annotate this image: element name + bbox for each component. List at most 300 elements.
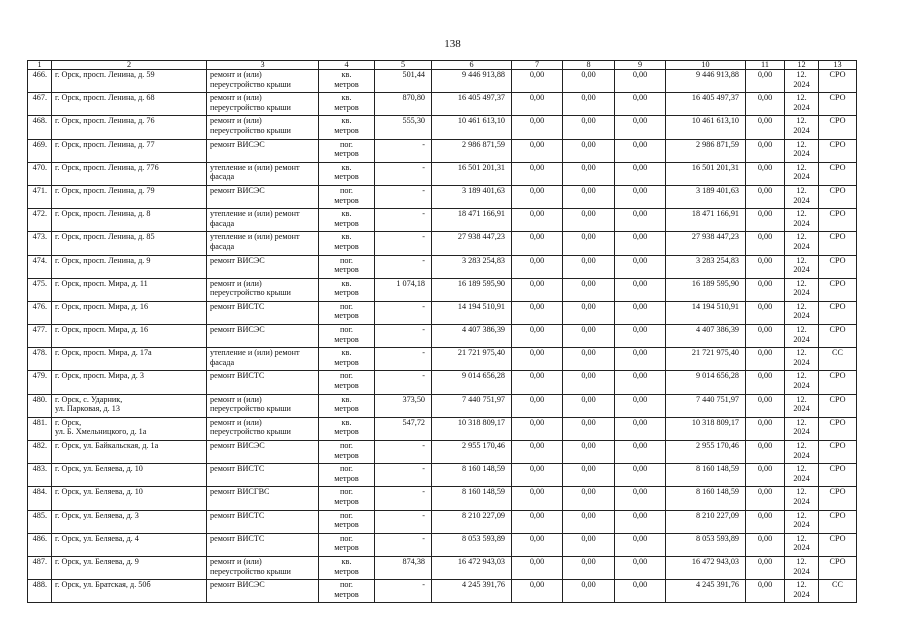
unit-cell-line: метров <box>334 589 359 599</box>
deadline-cell-line: 12. <box>796 93 807 103</box>
area-cell: - <box>375 348 432 371</box>
unit-cell <box>319 278 375 301</box>
work-type-cell-line: переустройство крыши <box>210 288 291 298</box>
row-number: 479. <box>28 371 52 394</box>
source-cell: СРО <box>819 556 857 579</box>
deadline-cell <box>785 394 819 417</box>
unit-cell-line: кв. <box>341 556 352 566</box>
work-type-cell <box>207 278 319 301</box>
work-type-cell-line: фасада <box>210 218 235 228</box>
work-type-cell-line: ремонт ВИСЭС <box>210 580 265 590</box>
cost-col11-cell: 0,00 <box>746 232 785 255</box>
unit-cell-line: метров <box>334 404 359 414</box>
cost-col10-cell: 2 986 871,59 <box>666 139 746 162</box>
column-header-1: 1 <box>28 61 52 70</box>
cost-col10-cell: 8 053 593,89 <box>666 533 746 556</box>
address-cell <box>52 70 207 93</box>
unit-cell <box>319 417 375 440</box>
address-cell-line: г. Орск, просп. Ленина, д. 76 <box>55 116 155 126</box>
row-number: 473. <box>28 232 52 255</box>
unit-cell <box>319 394 375 417</box>
area-cell: 555,30 <box>375 116 432 139</box>
work-type-cell-line: утепление и (или) ремонт <box>210 232 300 242</box>
source-cell: СРО <box>819 417 857 440</box>
unit-cell-line: кв. <box>341 209 352 219</box>
address-cell <box>52 556 207 579</box>
area-cell: - <box>375 255 432 278</box>
table-row <box>28 371 857 394</box>
work-type-cell <box>207 209 319 232</box>
total-cost-cell: 14 194 510,91 <box>432 301 512 324</box>
area-cell: 501,44 <box>375 70 432 93</box>
cost-col9-cell: 0,00 <box>615 70 666 93</box>
total-cost-cell: 16 405 497,37 <box>432 93 512 116</box>
cost-col9-cell: 0,00 <box>615 232 666 255</box>
unit-cell-line: пог. <box>340 487 353 497</box>
cost-col7-cell: 0,00 <box>512 533 563 556</box>
deadline-cell-line: 2024 <box>793 218 810 228</box>
work-type-cell <box>207 301 319 324</box>
area-cell: - <box>375 441 432 464</box>
address-cell <box>52 301 207 324</box>
deadline-cell <box>785 278 819 301</box>
deadline-cell-line: 12. <box>796 139 807 149</box>
area-cell: - <box>375 139 432 162</box>
cost-col11-cell: 0,00 <box>746 510 785 533</box>
unit-cell <box>319 232 375 255</box>
total-cost-cell: 8 160 148,59 <box>432 487 512 510</box>
cost-col9-cell: 0,00 <box>615 441 666 464</box>
address-cell <box>52 185 207 208</box>
work-type-cell-line: переустройство крыши <box>210 404 291 414</box>
deadline-cell-line: 12. <box>796 487 807 497</box>
cost-col10-cell: 27 938 447,23 <box>666 232 746 255</box>
cost-col9-cell: 0,00 <box>615 556 666 579</box>
deadline-cell <box>785 232 819 255</box>
address-cell <box>52 162 207 185</box>
cost-col7-cell: 0,00 <box>512 441 563 464</box>
unit-cell-line: кв. <box>341 394 352 404</box>
deadline-cell-line: 2024 <box>793 149 810 159</box>
deadline-cell-line: 12. <box>796 371 807 381</box>
total-cost-cell: 16 189 595,90 <box>432 278 512 301</box>
row-number: 468. <box>28 116 52 139</box>
unit-cell-line: метров <box>334 125 359 135</box>
row-number: 482. <box>28 441 52 464</box>
cost-col7-cell: 0,00 <box>512 116 563 139</box>
unit-cell-line: кв. <box>341 162 352 172</box>
work-type-cell <box>207 464 319 487</box>
unit-cell <box>319 556 375 579</box>
work-type-cell-line: переустройство крыши <box>210 79 291 89</box>
address-cell <box>52 417 207 440</box>
address-cell <box>52 441 207 464</box>
address-cell <box>52 533 207 556</box>
deadline-cell-line: 2024 <box>793 334 810 344</box>
cost-col11-cell: 0,00 <box>746 371 785 394</box>
area-cell: - <box>375 533 432 556</box>
row-number: 470. <box>28 162 52 185</box>
cost-col9-cell: 0,00 <box>615 162 666 185</box>
address-cell-line: г. Орск, <box>55 417 82 427</box>
table-row <box>28 464 857 487</box>
unit-cell-line: пог. <box>340 441 353 450</box>
cost-col11-cell: 0,00 <box>746 116 785 139</box>
total-cost-cell: 7 440 751,97 <box>432 394 512 417</box>
address-cell-line: г. Орск, просп. Мира, д. 3 <box>55 371 144 381</box>
unit-cell <box>319 441 375 464</box>
unit-cell-line: кв. <box>341 116 352 126</box>
cost-col11-cell: 0,00 <box>746 70 785 93</box>
cost-col9-cell: 0,00 <box>615 394 666 417</box>
deadline-cell <box>785 533 819 556</box>
work-type-cell-line: переустройство крыши <box>210 566 291 576</box>
cost-col9-cell: 0,00 <box>615 209 666 232</box>
work-type-cell <box>207 139 319 162</box>
table-row <box>28 533 857 556</box>
address-cell <box>52 278 207 301</box>
work-type-cell <box>207 417 319 440</box>
row-number: 481. <box>28 417 52 440</box>
source-cell: СРО <box>819 255 857 278</box>
unit-cell-line: пог. <box>340 301 353 311</box>
deadline-cell <box>785 417 819 440</box>
area-cell: 870,80 <box>375 93 432 116</box>
unit-cell-line: кв. <box>341 278 352 288</box>
total-cost-cell: 3 189 401,63 <box>432 185 512 208</box>
cost-col8-cell: 0,00 <box>563 325 615 348</box>
work-type-cell <box>207 580 319 603</box>
unit-cell-line: метров <box>334 473 359 483</box>
cost-col10-cell: 16 472 943,03 <box>666 556 746 579</box>
source-cell: СС <box>819 348 857 371</box>
deadline-cell <box>785 510 819 533</box>
cost-col8-cell: 0,00 <box>563 255 615 278</box>
table-row <box>28 116 857 139</box>
area-cell: 874,38 <box>375 556 432 579</box>
cost-col7-cell: 0,00 <box>512 70 563 93</box>
deadline-cell-line: 2024 <box>793 125 810 135</box>
address-cell-line: г. Орск, просп. Ленина, д. 85 <box>55 232 155 242</box>
cost-col8-cell: 0,00 <box>563 70 615 93</box>
area-cell: - <box>375 325 432 348</box>
cost-col10-cell: 4 407 386,39 <box>666 325 746 348</box>
table-row <box>28 301 857 324</box>
table-row <box>28 278 857 301</box>
source-cell: СРО <box>819 139 857 162</box>
deadline-cell <box>785 580 819 603</box>
column-header-5: 5 <box>375 61 432 70</box>
cost-col9-cell: 0,00 <box>615 487 666 510</box>
area-cell: - <box>375 232 432 255</box>
cost-col11-cell: 0,00 <box>746 209 785 232</box>
deadline-cell <box>785 556 819 579</box>
unit-cell-line: пог. <box>340 533 353 543</box>
area-cell: 1 074,18 <box>375 278 432 301</box>
row-number: 475. <box>28 278 52 301</box>
unit-cell-line: метров <box>334 357 359 367</box>
table-row <box>28 394 857 417</box>
work-type-cell <box>207 232 319 255</box>
address-cell <box>52 464 207 487</box>
cost-col9-cell: 0,00 <box>615 348 666 371</box>
row-number: 467. <box>28 93 52 116</box>
address-cell-line: г. Орск, просп. Ленина, д. 79 <box>55 185 155 195</box>
address-cell <box>52 487 207 510</box>
deadline-cell-line: 2024 <box>793 450 810 460</box>
address-cell <box>52 510 207 533</box>
unit-cell-line: пог. <box>340 510 353 520</box>
cost-col10-cell: 10 318 809,17 <box>666 417 746 440</box>
unit-cell-line: кв. <box>341 232 352 242</box>
unit-cell <box>319 464 375 487</box>
cost-col8-cell: 0,00 <box>563 348 615 371</box>
area-cell: - <box>375 209 432 232</box>
deadline-cell <box>785 464 819 487</box>
unit-cell <box>319 70 375 93</box>
work-type-cell-line: ремонт и (или) <box>210 116 262 126</box>
area-cell: - <box>375 185 432 208</box>
deadline-cell-line: 12. <box>796 185 807 195</box>
row-number: 488. <box>28 580 52 603</box>
deadline-cell-line: 2024 <box>793 589 810 599</box>
deadline-cell-line: 12. <box>796 278 807 288</box>
cost-col10-cell: 4 245 391,76 <box>666 580 746 603</box>
cost-col8-cell: 0,00 <box>563 510 615 533</box>
total-cost-cell: 8 053 593,89 <box>432 533 512 556</box>
address-cell-line: г. Орск, просп. Ленина, д. 8 <box>55 209 151 219</box>
deadline-cell <box>785 325 819 348</box>
column-header-4: 4 <box>319 61 375 70</box>
source-cell: СРО <box>819 533 857 556</box>
row-number: 486. <box>28 533 52 556</box>
column-header-3: 3 <box>207 61 319 70</box>
area-cell: - <box>375 510 432 533</box>
unit-cell-line: метров <box>334 79 359 89</box>
area-cell: - <box>375 487 432 510</box>
deadline-cell <box>785 139 819 162</box>
unit-cell-line: метров <box>334 218 359 228</box>
cost-col10-cell: 3 283 254,83 <box>666 255 746 278</box>
cost-col9-cell: 0,00 <box>615 301 666 324</box>
cost-col8-cell: 0,00 <box>563 441 615 464</box>
deadline-cell-line: 2024 <box>793 520 810 530</box>
cost-col10-cell: 2 955 170,46 <box>666 441 746 464</box>
table-row <box>28 325 857 348</box>
deadline-cell-line: 12. <box>796 255 807 265</box>
unit-cell <box>319 185 375 208</box>
address-cell-line: г. Орск, ул. Беляева, д. 3 <box>55 510 139 520</box>
work-type-cell <box>207 533 319 556</box>
unit-cell-line: кв. <box>341 70 352 79</box>
row-number: 471. <box>28 185 52 208</box>
total-cost-cell: 4 407 386,39 <box>432 325 512 348</box>
cost-col11-cell: 0,00 <box>746 93 785 116</box>
source-cell: СРО <box>819 464 857 487</box>
source-cell: СРО <box>819 301 857 324</box>
unit-cell-line: метров <box>334 102 359 112</box>
work-type-cell-line: ремонт ВИСТС <box>210 301 265 311</box>
deadline-cell-line: 12. <box>796 510 807 520</box>
row-number: 474. <box>28 255 52 278</box>
area-cell: 547,72 <box>375 417 432 440</box>
deadline-cell-line: 12. <box>796 232 807 242</box>
column-header-10: 10 <box>666 61 746 70</box>
work-type-cell-line: ремонт и (или) <box>210 394 262 404</box>
work-type-cell <box>207 70 319 93</box>
cost-col7-cell: 0,00 <box>512 209 563 232</box>
unit-cell-line: пог. <box>340 255 353 265</box>
deadline-cell-line: 2024 <box>793 172 810 182</box>
unit-cell-line: пог. <box>340 139 353 149</box>
area-cell: - <box>375 162 432 185</box>
cost-col8-cell: 0,00 <box>563 464 615 487</box>
source-cell: СРО <box>819 93 857 116</box>
cost-col7-cell: 0,00 <box>512 556 563 579</box>
deadline-cell <box>785 487 819 510</box>
total-cost-cell: 9 446 913,88 <box>432 70 512 93</box>
work-type-cell-line: утепление и (или) ремонт <box>210 162 300 172</box>
cost-col8-cell: 0,00 <box>563 371 615 394</box>
area-cell: - <box>375 371 432 394</box>
table-row <box>28 510 857 533</box>
cost-col10-cell: 8 160 148,59 <box>666 487 746 510</box>
work-type-cell-line: ремонт ВИСТС <box>210 510 265 520</box>
work-type-cell-line: ремонт ВИСТС <box>210 464 265 474</box>
cost-col8-cell: 0,00 <box>563 209 615 232</box>
work-type-cell-line: ремонт ВИСЭС <box>210 441 265 450</box>
cost-col11-cell: 0,00 <box>746 325 785 348</box>
unit-cell-line: метров <box>334 195 359 205</box>
unit-cell-line: метров <box>334 543 359 553</box>
source-cell: СРО <box>819 185 857 208</box>
address-cell-line: г. Орск, просп. Ленина, д. 9 <box>55 255 151 265</box>
deadline-cell-line: 2024 <box>793 566 810 576</box>
unit-cell-line: метров <box>334 288 359 298</box>
address-cell-line: г. Орск, просп. Ленина, д. 59 <box>55 70 155 79</box>
table-row <box>28 441 857 464</box>
unit-cell <box>319 209 375 232</box>
cost-col9-cell: 0,00 <box>615 325 666 348</box>
cost-col7-cell: 0,00 <box>512 348 563 371</box>
address-cell-line: г. Орск, ул. Беляева, д. 10 <box>55 464 143 474</box>
column-header-11: 11 <box>746 61 785 70</box>
unit-cell-line: метров <box>334 496 359 506</box>
source-cell: СРО <box>819 116 857 139</box>
deadline-cell-line: 2024 <box>793 265 810 275</box>
unit-cell <box>319 348 375 371</box>
work-type-cell <box>207 441 319 464</box>
unit-cell-line: метров <box>334 149 359 159</box>
work-type-cell <box>207 162 319 185</box>
cost-col9-cell: 0,00 <box>615 139 666 162</box>
unit-cell <box>319 510 375 533</box>
unit-cell-line: пог. <box>340 371 353 381</box>
work-type-cell-line: ремонт и (или) <box>210 417 262 427</box>
deadline-cell-line: 2024 <box>793 473 810 483</box>
cost-col10-cell: 8 160 148,59 <box>666 464 746 487</box>
cost-col10-cell: 8 210 227,09 <box>666 510 746 533</box>
work-type-cell-line: переустройство крыши <box>210 102 291 112</box>
deadline-cell <box>785 255 819 278</box>
cost-col11-cell: 0,00 <box>746 255 785 278</box>
address-cell <box>52 139 207 162</box>
table-row <box>28 487 857 510</box>
row-number: 485. <box>28 510 52 533</box>
unit-cell <box>319 116 375 139</box>
cost-col7-cell: 0,00 <box>512 255 563 278</box>
cost-col7-cell: 0,00 <box>512 464 563 487</box>
work-type-cell-line: утепление и (или) ремонт <box>210 209 300 219</box>
unit-cell-line: метров <box>334 427 359 437</box>
cost-col9-cell: 0,00 <box>615 185 666 208</box>
cost-col9-cell: 0,00 <box>615 93 666 116</box>
cost-col7-cell: 0,00 <box>512 162 563 185</box>
unit-cell-line: пог. <box>340 185 353 195</box>
cost-col8-cell: 0,00 <box>563 185 615 208</box>
unit-cell-line: метров <box>334 172 359 182</box>
cost-col7-cell: 0,00 <box>512 301 563 324</box>
unit-cell-line: кв. <box>341 348 352 358</box>
deadline-cell <box>785 209 819 232</box>
cost-col10-cell: 9 446 913,88 <box>666 70 746 93</box>
source-cell: СРО <box>819 162 857 185</box>
unit-cell-line: пог. <box>340 464 353 474</box>
cost-col10-cell: 16 189 595,90 <box>666 278 746 301</box>
table-row <box>28 556 857 579</box>
row-number: 480. <box>28 394 52 417</box>
cost-col7-cell: 0,00 <box>512 417 563 440</box>
unit-cell <box>319 255 375 278</box>
deadline-cell-line: 12. <box>796 464 807 474</box>
work-type-cell <box>207 185 319 208</box>
cost-col7-cell: 0,00 <box>512 371 563 394</box>
work-type-cell-line: ремонт и (или) <box>210 70 262 79</box>
address-cell-line: г. Орск, просп. Мира, д. 11 <box>55 278 148 288</box>
unit-cell-line: кв. <box>341 417 352 427</box>
capital-repair-table <box>27 60 857 603</box>
unit-cell-line: пог. <box>340 325 353 335</box>
cost-col9-cell: 0,00 <box>615 510 666 533</box>
deadline-cell <box>785 93 819 116</box>
table-row <box>28 232 857 255</box>
cost-col7-cell: 0,00 <box>512 93 563 116</box>
cost-col11-cell: 0,00 <box>746 556 785 579</box>
unit-cell-line: метров <box>334 334 359 344</box>
column-header-8: 8 <box>563 61 615 70</box>
total-cost-cell: 4 245 391,76 <box>432 580 512 603</box>
unit-cell <box>319 533 375 556</box>
area-cell: - <box>375 301 432 324</box>
unit-cell <box>319 371 375 394</box>
deadline-cell-line: 12. <box>796 348 807 358</box>
deadline-cell-line: 2024 <box>793 357 810 367</box>
total-cost-cell: 10 318 809,17 <box>432 417 512 440</box>
cost-col8-cell: 0,00 <box>563 301 615 324</box>
unit-cell-line: метров <box>334 241 359 251</box>
cost-col7-cell: 0,00 <box>512 394 563 417</box>
cost-col11-cell: 0,00 <box>746 301 785 324</box>
source-cell: СРО <box>819 441 857 464</box>
work-type-cell <box>207 556 319 579</box>
deadline-cell-line: 2024 <box>793 102 810 112</box>
total-cost-cell: 8 210 227,09 <box>432 510 512 533</box>
address-cell-line: ул. Парковая, д. 13 <box>55 404 120 414</box>
cost-col8-cell: 0,00 <box>563 93 615 116</box>
row-number: 487. <box>28 556 52 579</box>
deadline-cell-line: 2024 <box>793 496 810 506</box>
work-type-cell-line: утепление и (или) ремонт <box>210 348 300 358</box>
